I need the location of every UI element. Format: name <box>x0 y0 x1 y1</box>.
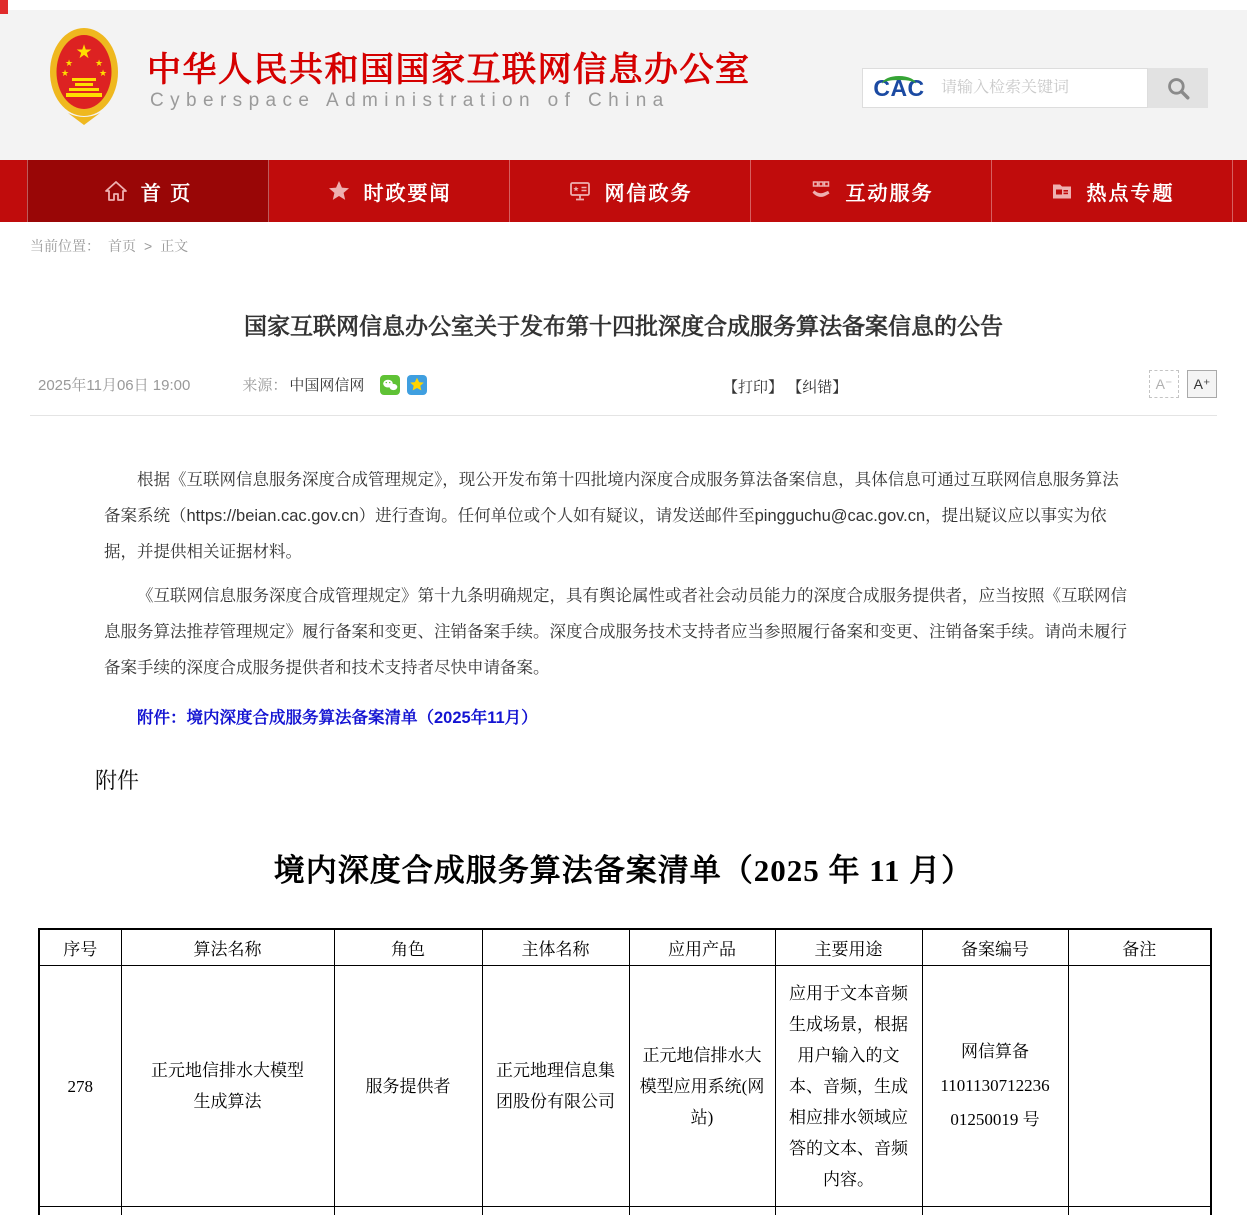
nav-label: 时政要闻 <box>363 182 452 205</box>
font-size-controls <box>1149 370 1217 398</box>
national-emblem-icon <box>48 26 120 131</box>
table-header-row <box>39 929 1211 966</box>
site-title-en: Cyberspace Administration of China <box>150 90 670 111</box>
nav-item-interactive-services[interactable] <box>751 160 992 222</box>
article-body <box>104 462 1135 736</box>
cell-product: 正元地信排水大模型应用系统(网站) <box>629 966 775 1207</box>
cac-logo-text: CAC <box>873 75 925 101</box>
source-label: 来源： <box>242 377 288 394</box>
col-header-note: 备注 <box>1068 929 1211 966</box>
search-icon <box>1165 75 1191 101</box>
breadcrumb-home-link[interactable]: 首页 <box>108 238 136 254</box>
col-header-usage: 主要用途 <box>775 929 922 966</box>
breadcrumb-separator: > <box>144 238 153 254</box>
breadcrumb <box>0 222 1247 270</box>
svg-text:★: ★ <box>64 58 74 68</box>
nav-label: 首 页 <box>140 182 193 205</box>
cell-algorithm: 正元地信排水大模型生成算法 <box>121 966 334 1207</box>
search-input[interactable] <box>935 79 1147 97</box>
nav-item-cyber-affairs[interactable] <box>510 160 751 222</box>
qzone-share-icon[interactable] <box>407 375 427 395</box>
cell-note <box>1068 966 1211 1207</box>
nav-label: 热点专题 <box>1086 182 1175 205</box>
svg-text:★: ★ <box>60 68 70 78</box>
source-name: 中国网信网 <box>289 377 365 394</box>
nav-item-hot-topics[interactable] <box>992 160 1233 222</box>
home-icon <box>104 179 128 203</box>
attachment-link[interactable]: 附件：境内深度合成服务算法备案清单（2025年11月） <box>137 709 538 727</box>
col-header-seq: 序号 <box>39 929 121 966</box>
col-header-registration: 备案编号 <box>922 929 1068 966</box>
error-correct-button[interactable]: 【纠错】 <box>787 379 848 396</box>
article-header <box>30 270 1217 416</box>
col-header-role: 角色 <box>334 929 482 966</box>
registration-line: 1101130712236 <box>940 1076 1050 1095</box>
col-header-product: 应用产品 <box>629 929 775 966</box>
corner-red-mark <box>0 0 8 14</box>
monitor-icon <box>568 179 592 203</box>
paragraph: 根据《互联网信息服务深度合成管理规定》，现公开发布第十四批境内深度合成服务算法备案信息，具体信息可通过互联网信息服务算法备案系统（https://beian.cac.gov.cn）进行查询。任何单位或个人如有疑议，请发送邮件至pingguchu@cac.gov.cn，提出疑议应以事实为依据，并提供相关证据材料。 <box>104 471 1119 561</box>
site-header <box>0 10 1247 160</box>
search-button[interactable] <box>1148 68 1208 108</box>
cell-role: 服务提供者 <box>334 966 482 1207</box>
table-row-partial <box>39 1207 1211 1215</box>
cac-logo <box>863 69 935 107</box>
registration-line: 01250019 号 <box>950 1110 1040 1129</box>
article <box>0 270 1247 1215</box>
hands-icon <box>809 179 833 203</box>
search-box <box>862 68 1148 108</box>
cell-seq: 278 <box>39 966 121 1207</box>
font-larger-button[interactable]: A⁺ <box>1187 370 1217 398</box>
col-header-algorithm: 算法名称 <box>121 929 334 966</box>
nav-item-politics-news[interactable] <box>269 160 510 222</box>
print-button[interactable]: 【打印】 <box>723 379 784 396</box>
publish-date: 2025年11月06日 19:00 <box>38 377 191 394</box>
article-title: 国家互联网信息办公室关于发布第十四批深度合成服务算法备案信息的公告 <box>244 313 1003 339</box>
col-header-entity: 主体名称 <box>482 929 629 966</box>
article-meta <box>38 374 434 395</box>
nav-label: 网信政务 <box>604 182 693 205</box>
attachment-link-row <box>104 700 1135 736</box>
folder-icon <box>1050 179 1074 203</box>
svg-text:★: ★ <box>75 42 93 63</box>
cell-entity: 正元地理信息集团股份有限公司 <box>482 966 629 1207</box>
attachment-title: 境内深度合成服务算法备案清单（2025 年 11 月） <box>273 853 974 888</box>
breadcrumb-prefix: 当前位置： <box>30 238 100 254</box>
table-row <box>39 966 1211 1207</box>
filing-table <box>38 928 1212 1215</box>
article-actions <box>723 376 847 397</box>
search-bar <box>862 68 1208 108</box>
svg-text:★: ★ <box>98 68 108 78</box>
star-icon <box>327 179 351 203</box>
site-title-cn: 中华人民共和国国家互联网信息办公室 <box>147 51 751 89</box>
cell-registration-number <box>922 966 1068 1207</box>
paragraph: 《互联网信息服务深度合成管理规定》第十九条明确规定，具有舆论属性或者社会动员能力的深度合成服务提供者，应当按照《互联网信息服务算法推荐管理规定》履行备案和变更、注销备案手续。深度合成服务技术支持者应当参照履行备案和变更、注销备案手续。请尚未履行备案手续的深度合成服务提供者和技术支持者尽快申请备案。 <box>104 587 1127 677</box>
wechat-share-icon[interactable] <box>380 375 400 395</box>
nav-label: 互动服务 <box>845 182 934 205</box>
attachment-label: 附件 <box>95 768 140 793</box>
nav-item-home[interactable] <box>27 160 269 222</box>
svg-text:★: ★ <box>94 58 104 68</box>
registration-line: 网信算备 <box>961 1042 1029 1061</box>
main-nav <box>0 160 1247 222</box>
cac-logo-arc <box>882 76 916 92</box>
cell-usage: 应用于文本音频生成场景，根据用户输入的文本、音频，生成相应排水领域应答的文本、音频内容。 <box>775 966 922 1207</box>
font-smaller-button[interactable]: A⁻ <box>1149 370 1179 398</box>
breadcrumb-current: 正文 <box>160 238 189 254</box>
